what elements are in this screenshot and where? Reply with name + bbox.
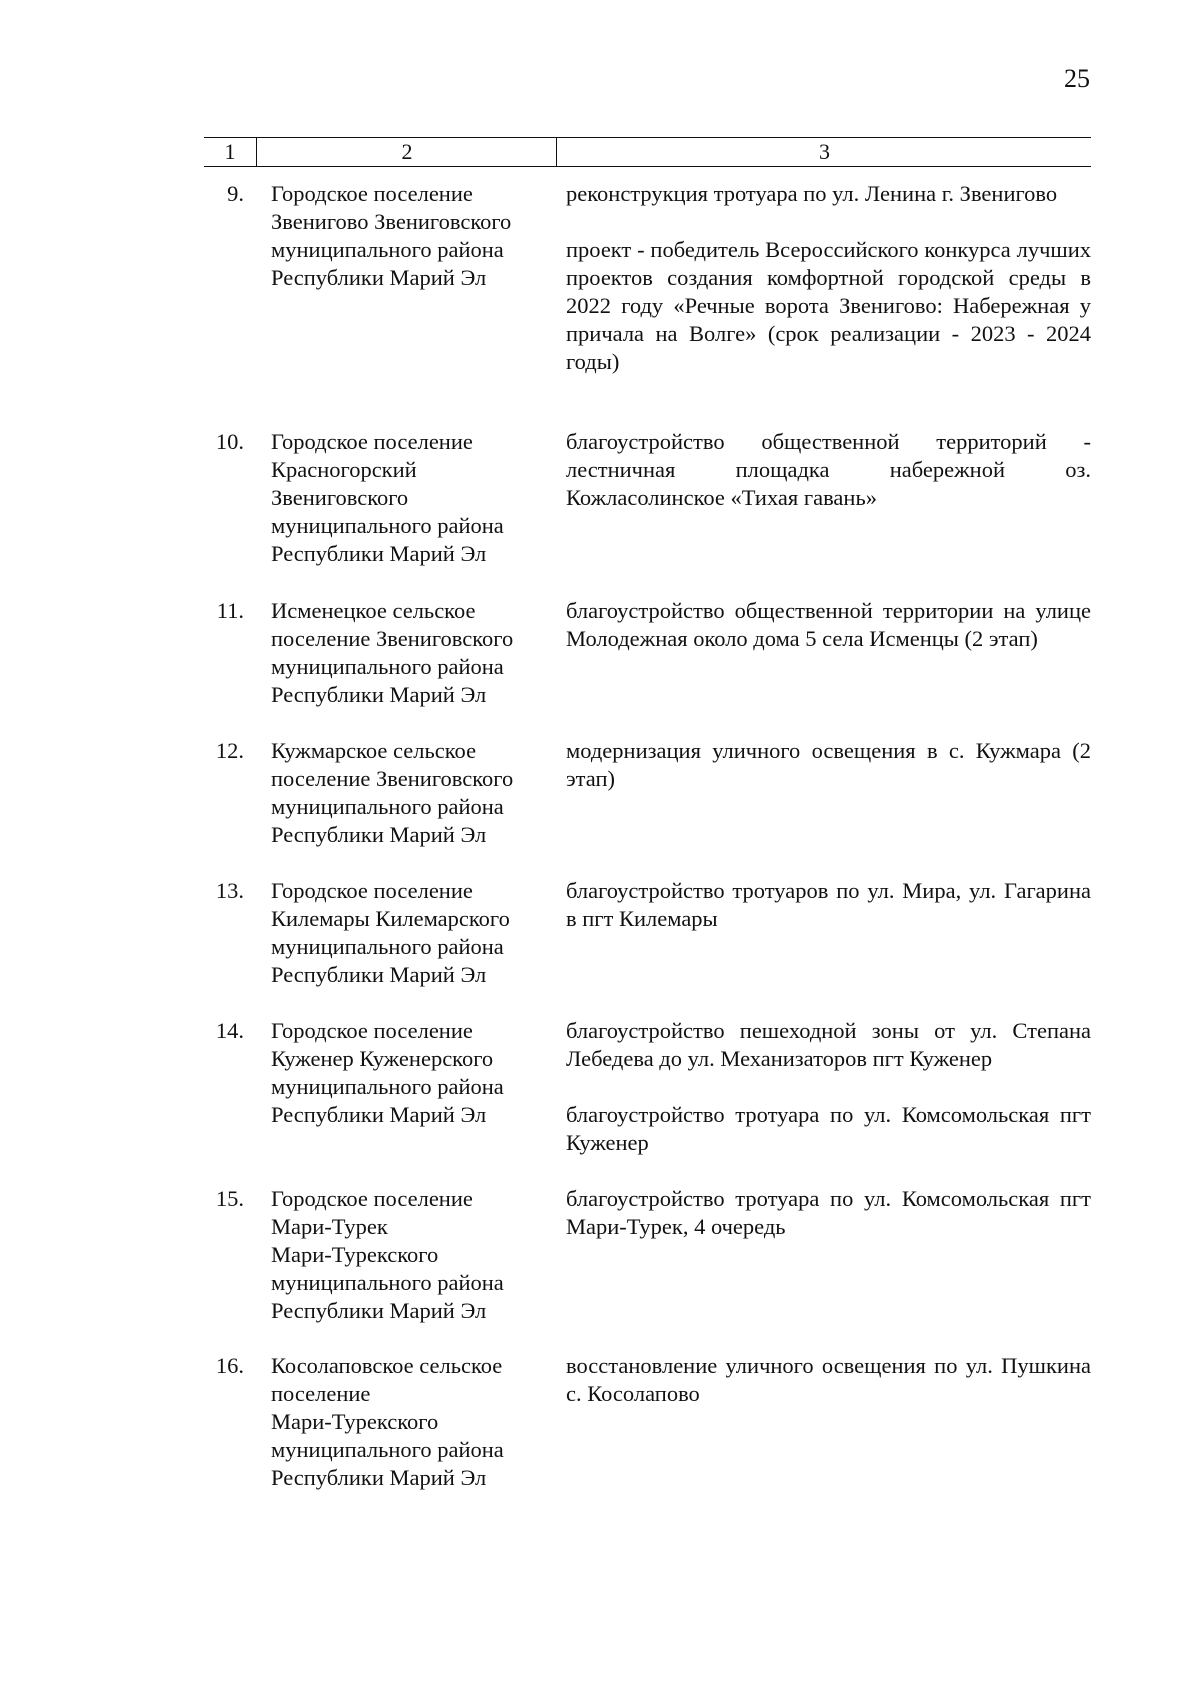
row-number: 11. bbox=[216, 598, 244, 623]
municipality-name: Кужмарское сельское поселение Звениговского муниципального района Республики Марий Эл bbox=[271, 738, 514, 847]
row-number: 14. bbox=[215, 1018, 244, 1043]
municipality-name: Городское поселение Куженер Куженерского муниципального района Республики Марий Эл bbox=[271, 1018, 504, 1127]
project-description: благоустройство тротуара по ул. Комсомольская пгт Мари-Турек, 4 очередь bbox=[566, 1186, 1091, 1239]
project-description: благоустройство общественной территорий - лестничная площадка набережной оз. Кожласолинское «Тихая гавань» bbox=[566, 429, 1091, 510]
municipality-name: Городское поселение Килемары Килемарского муниципального района Республики Марий Эл bbox=[271, 878, 510, 987]
project-description: модернизация уличного освещения в с. Кужмара (2 этап) bbox=[566, 738, 1091, 791]
header-col-1: 1 bbox=[224, 139, 236, 164]
row-number: 12. bbox=[215, 738, 244, 763]
project-description: восстановление уличного освещения по ул. Пушкина с. Косолапово bbox=[566, 1353, 1091, 1406]
project-description: благоустройство тротуаров по ул. Мира, ул. Гагарина в пгт Килемары bbox=[566, 878, 1091, 931]
row-number: 10. bbox=[215, 429, 244, 454]
header-col-2: 2 bbox=[256, 138, 557, 166]
municipality-name: Косолаповское сельское поселение Мари-Турекского муниципального района Республики Марий Эл bbox=[271, 1353, 504, 1490]
municipality-name: Городское поселение Мари-Турек Мари-Турекского муниципального района Республики Марий Эл bbox=[271, 1186, 504, 1323]
header-col-3: 3 bbox=[556, 138, 1092, 166]
row-number: 15. bbox=[215, 1186, 244, 1211]
project-description: благоустройство пешеходной зоны от ул. Степана Лебедева до ул. Механизаторов пгт Куженер благоустройство тротуара по ул. Комсомольская пгт Куженер bbox=[566, 1018, 1091, 1155]
municipality-name: Исменецкое сельское поселение Звениговского муниципального района Республики Марий Эл bbox=[271, 598, 514, 707]
project-description: реконструкция тротуара по ул. Ленина г. Звенигово проект - победитель Всероссийского конкурса лучших проектов создания комфортной городской среды в 2022 году «Речные ворота Звенигово: Набережная у причала на Волге» (срок реализации - 2023 - 2024 годы) bbox=[566, 181, 1091, 374]
municipality-name: Городское поселение Звенигово Звениговского муниципального района Республики Марий Эл bbox=[271, 181, 512, 290]
municipality-name: Городское поселение Красногорский Звениговского муниципального района Республики Марий Эл bbox=[271, 429, 504, 566]
row-number: 16. bbox=[215, 1353, 244, 1378]
project-description: благоустройство общественной территории на улице Молодежная около дома 5 села Исменцы (2 этап) bbox=[566, 598, 1091, 651]
row-number: 9. bbox=[227, 181, 244, 206]
page-number: 25 bbox=[1064, 64, 1090, 93]
row-number: 13. bbox=[215, 878, 244, 903]
